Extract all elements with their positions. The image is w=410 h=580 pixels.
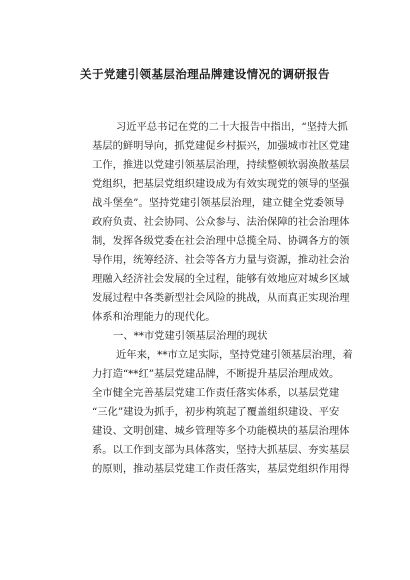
text-line: 发展过程中各类新型社会风险的挑战，从而真正实现治理: [92, 292, 350, 304]
text-line: 的原则，推动基层党建工作责任落实，基层党组织作用得: [92, 463, 350, 475]
text-line: “三化”建设为抓手，初步构筑起了覆盖组织建设、平安: [92, 406, 340, 418]
text-line: 战斗堡垒”。坚持党建引领基层治理，建立健全党委领导: [92, 197, 345, 209]
text-line: 力打造“**红”基层党建品牌，不断提升基层治理成效。: [92, 368, 340, 380]
section-heading: 一、**市党建引领基层治理的现状: [113, 330, 268, 342]
text-line: 建设、文明创建、城乡管理等多个功能模块的基层治理体: [92, 425, 350, 437]
text-line: 全市健全完善基层党建工作责任落实体系，以基层党建: [92, 387, 340, 399]
document-title: 关于党建引领基层治理品牌建设情况的调研报告: [80, 67, 330, 81]
text-line: 近年来，**市立足实际，坚持党建引领基层治理，着: [116, 349, 353, 361]
text-line: 导作用，统筹经济、社会等各方力量与资源，推动社会治: [92, 254, 350, 266]
text-line: 政府负责、社会协同、公众参与、法治保障的社会治理体: [92, 216, 350, 228]
text-line: 制，发挥各级党委在社会治理中总揽全局、协调各方的领: [92, 235, 350, 247]
text-line: 工作，推进以党建引领基层治理，持续整顿软弱涣散基层: [92, 159, 350, 171]
text-line: 习近平总书记在党的二十大报告中指出，“坚持大抓: [116, 121, 348, 133]
text-line: 系。以工作到支部为具体落实，坚持大抓基层、夯实基层: [92, 444, 350, 456]
text-line: 基层的鲜明导向，抓党建促乡村振兴，加强城市社区党建: [92, 140, 350, 152]
text-line: 体系和治理能力的现代化。: [92, 311, 216, 323]
text-line: 党组织，把基层党组织建设成为有效实现党的领导的坚强: [92, 178, 350, 190]
text-line: 理融入经济社会发展的全过程，能够有效地应对城乡区域: [92, 273, 350, 285]
